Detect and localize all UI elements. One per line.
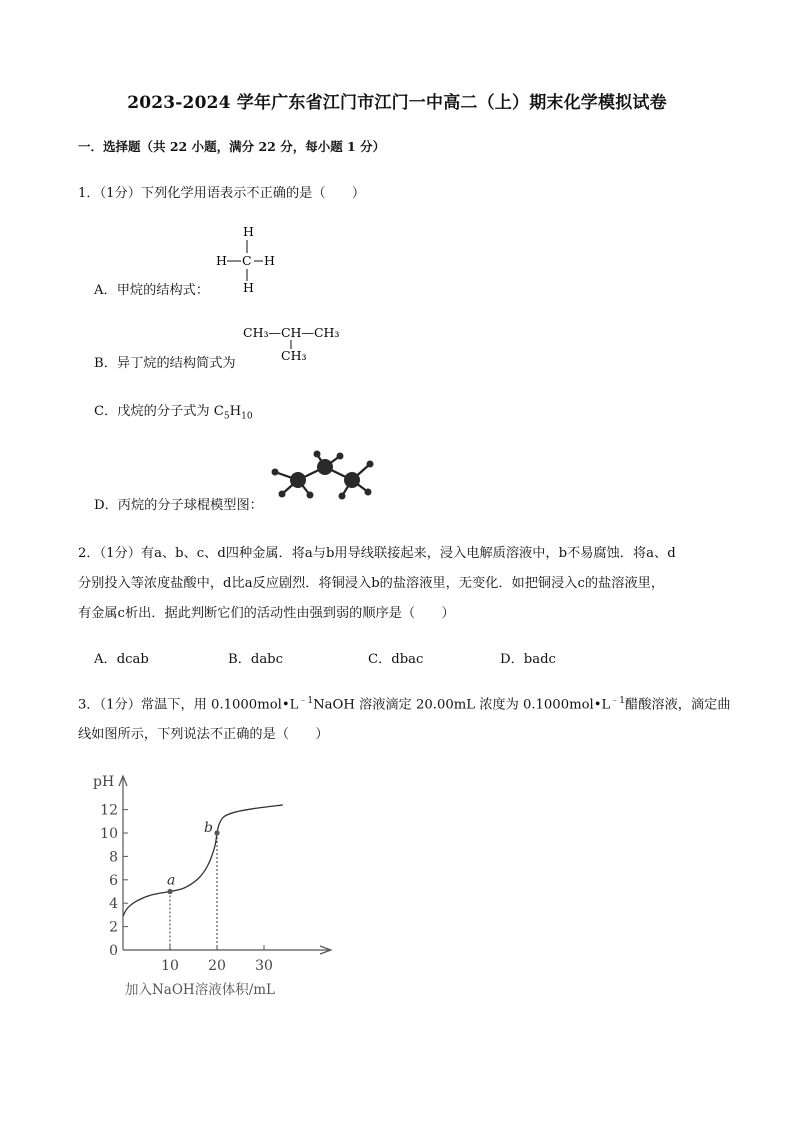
y-tick-label: 10: [100, 826, 118, 842]
q3-text-c: 醋酸溶液，滴定曲: [625, 697, 731, 713]
y-tick-label: 12: [100, 802, 118, 819]
q2-option-a: A．dcab: [94, 652, 149, 667]
hydrogen-atom: [367, 461, 374, 468]
methane-atom-c: C: [242, 253, 252, 268]
hydrogen-atom: [314, 451, 321, 458]
isobutane-structure: [240, 322, 350, 366]
isobutane-main-chain: CH₃—CH—CH₃: [243, 325, 340, 340]
methane-atom-h-top: H: [243, 224, 254, 239]
q1-option-d-label: D．丙烷的分子球棍模型图：: [94, 498, 263, 513]
y-tick-label: 8: [109, 849, 118, 866]
q1-option-c-text: C．戊烷的分子式为 C: [94, 404, 224, 419]
q2-option-d: D．badc: [500, 652, 556, 667]
y-axis-label: pH: [93, 774, 115, 790]
q3-line-2: 线如图所示，下列说法不正确的是（ ）: [78, 727, 329, 742]
q3-line-1: [78, 693, 731, 712]
q2-option-b: B．dabc: [228, 652, 284, 667]
x-tick-label: 10: [161, 958, 179, 974]
q1-stem: 1．（1分）下列化学用语表示不正确的是（ ）: [78, 186, 366, 201]
y-tick-label: 0: [109, 943, 118, 959]
y-tick-label: 4: [109, 896, 118, 913]
x-tick-label: 20: [208, 958, 226, 974]
q2-option-c: C．dbac: [368, 652, 424, 667]
methane-atom-h-left: H: [216, 253, 227, 268]
q1-option-b-label: B．异丁烷的结构简式为: [94, 356, 236, 371]
q1-option-c-h: H: [229, 404, 242, 419]
methane-atom-h-right: H: [264, 253, 275, 268]
q2-line-1: 2．（1分）有a、b、c、d四种金属．将a与b用导线联接起来，浸入电解质溶液中，b不易腐蚀．将a、d: [78, 546, 676, 561]
isobutane-branch: CH₃: [281, 348, 307, 363]
methane-atom-h-bottom: H: [243, 280, 254, 294]
titration-curve-chart: [90, 768, 350, 1008]
x-tick-label: 30: [255, 958, 273, 974]
point-label-b: b: [204, 820, 213, 836]
q3-text-b: NaOH 溶液滴定 20.00mL 浓度为 0.1000mol•L: [313, 697, 611, 713]
x-axis-label: 加入NaOH溶液体积/mL: [125, 982, 276, 998]
titration-curve: [123, 805, 283, 916]
y-tick-label: 2: [109, 919, 118, 936]
hydrogen-atom: [272, 469, 279, 476]
page-title: 2023-2024 学年广东省江门市江门一中高二（上）期末化学模拟试卷: [127, 93, 667, 113]
carbon-atom: [344, 472, 360, 488]
q3-sup-2: ﹣1: [610, 696, 626, 706]
q1-option-c: [94, 400, 253, 422]
q2-line-3: 有金属c析出．据此判断它们的活动性由强到弱的顺序是（ ）: [78, 606, 455, 621]
methane-structural-formula: [210, 222, 290, 294]
q2-line-2: 分别投入等浓度盐酸中，d比a反应剧烈．将铜浸入b的盐溶液里，无变化．如把铜浸入c的盐溶液里，: [78, 576, 665, 591]
propane-ball-stick-model: [268, 450, 378, 510]
q3-sup-1: ﹣1: [298, 696, 314, 706]
y-tick-label: 6: [109, 872, 118, 889]
carbon-atom: [317, 459, 333, 475]
point-b: [214, 830, 219, 835]
q1-option-c-sub1: 5: [223, 411, 230, 422]
q3-text-a: 3．（1分）常温下，用 0.1000mol•L: [78, 697, 299, 713]
q1-option-c-sub2: 10: [241, 411, 253, 422]
point-label-a: a: [167, 872, 176, 889]
hydrogen-atom: [337, 453, 344, 460]
carbon-atom: [290, 472, 306, 488]
section-heading: 一．选择题（共 22 小题，满分 22 分，每小题 1 分）: [78, 139, 386, 154]
point-a: [167, 889, 172, 894]
q1-option-a-label: A．甲烷的结构式：: [94, 283, 210, 298]
hydrogen-atom: [339, 493, 346, 500]
hydrogen-atom: [279, 491, 286, 498]
hydrogen-atom: [365, 489, 372, 496]
hydrogen-atom: [307, 492, 314, 499]
